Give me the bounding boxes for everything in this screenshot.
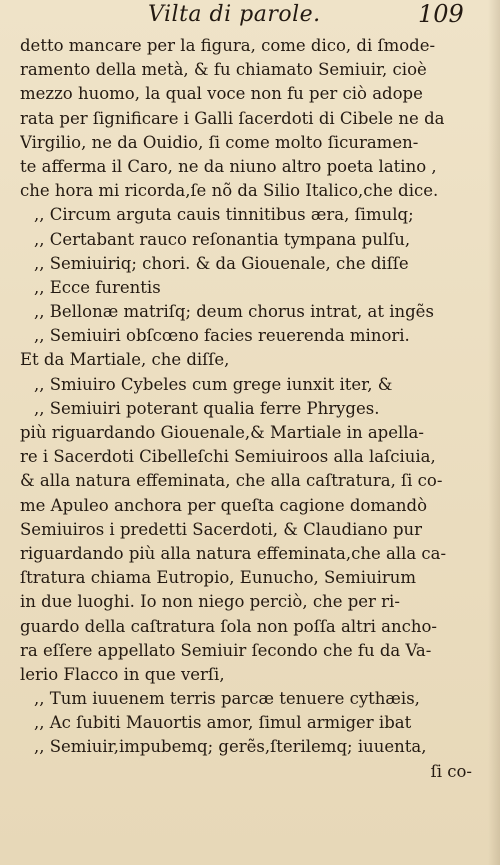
text-line: Semiuiros i predetti Sacerdoti, & Claudiano pur [20, 519, 423, 539]
verse-line: ,, Ac ſubiti Mauortis amor, ſimul armiger ibat [34, 713, 412, 733]
text-line: lerio Flacco in que verſi, [20, 664, 225, 684]
text-line: ra eſſere appellato Semiuir ſecondo che fu da Va- [20, 640, 432, 660]
text-line: ſtratura chiama Eutropio, Eunucho, Semiuirum [20, 568, 417, 588]
verse-line: ,, Semiuiri obſcœno facies reuerenda minori. [34, 326, 410, 346]
verse-line: ,, Circum arguta cauis tinnitibus æra, ſimulq; [34, 205, 414, 225]
text-line: Virgilio, ne da Ouidio, ſi come molto ſicuramen- [20, 132, 419, 152]
verse-line: ,, Smiuiro Cybeles cum grege iunxit iter, & [34, 374, 393, 394]
catchword: ſi co- [430, 761, 472, 781]
text-line: in due luoghi. Io non niego perciò, che per ri- [20, 592, 400, 612]
text-line: re i Sacerdoti Cibelleſchi Semiuiroos alla laſciuia, [20, 447, 436, 467]
verse-line: ,, Semiuir,impubemq; gerẽs,ſterilemq; iuuenta, [34, 737, 427, 757]
page-header [0, 0, 500, 30]
verse-line: ,, Bellonæ matriſq; deum chorus intrat, at ingẽs [34, 302, 434, 322]
text-line: & alla natura effeminata, che alla caſtratura, ſi co- [20, 471, 443, 491]
text-line: riguardando più alla natura effeminata,che alla ca- [20, 543, 447, 563]
verse-line: ,, Certabant rauco reſonantia tympana pulſu, [34, 229, 411, 249]
text-line: te afferma il Caro, ne da niuno altro poeta latino , [20, 156, 437, 176]
verse-line: ,, Semiuiri poterant qualia ferre Phryges. [34, 398, 380, 418]
verse-line: ,, Ecce furentis [34, 277, 161, 297]
verse-line: ,, Tum iuuenem terris parcæ tenuere cythæis, [34, 689, 420, 709]
page-number: 109 [418, 0, 464, 28]
page-edge-shadow [488, 0, 500, 865]
text-line: più riguardando Giouenale,& Martiale in apella- [20, 423, 424, 442]
text-line: detto mancare per la figura, come dico, di ſmode- [20, 36, 436, 55]
text-line: guardo della caſtratura ſola non poſſa altri ancho- [20, 616, 438, 636]
text-line: me Apuleo anchora per queſta cagione domandò [20, 495, 428, 515]
text-line: ramento della metà, & fu chiamato Semiuir, cioè [20, 60, 427, 80]
text-line: Et da Martiale, che diſſe, [20, 350, 230, 370]
text-line: mezzo huomo, la qual voce non fu per ciò adope [20, 84, 423, 104]
body-text [20, 34, 488, 784]
text-line: che hora mi ricorda,ſe nõ da Silio Italico,che dice. [20, 181, 439, 201]
verse-line: ,, Semiuiriq; chori. & da Giouenale, che diſſe [34, 253, 409, 273]
running-head: Vilta di parole. [148, 2, 321, 27]
text-line: rata per ſignificare i Galli ſacerdoti di Cibele ne da [20, 108, 445, 128]
